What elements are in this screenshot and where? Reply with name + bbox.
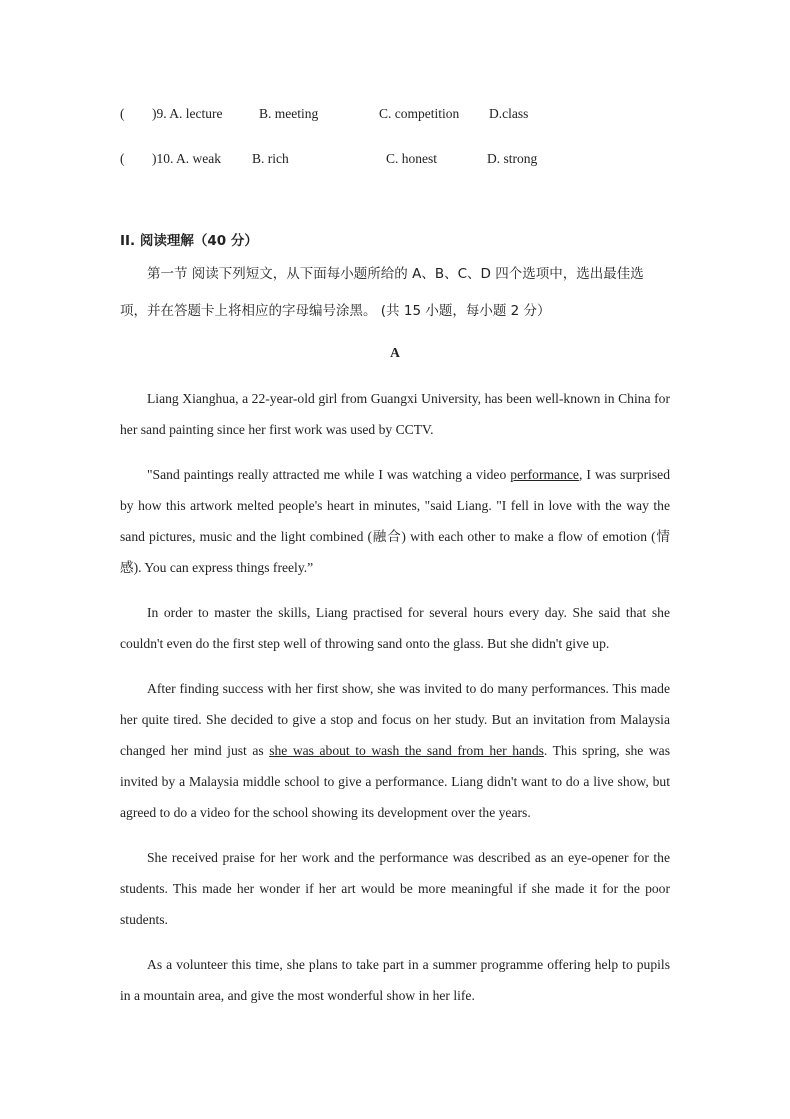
paragraph-2-text-a: "Sand paintings really attracted me while I was watching a video [147, 467, 511, 482]
paragraph-4-text-b: . This spring, she was invited by a Malaysia middle school to give a performance. Liang didn't want to do a live show, but agreed to do a video for the school showing its development over the years. [120, 743, 670, 820]
question-9-option-b: B. meeting [259, 106, 319, 121]
instruction-line-1 [120, 256, 670, 293]
passage-paragraph-6: As a volunteer this time, she plans to take part in a summer programme offering help to pupils in a mountain area, and give the most wonderful show in her life. [120, 957, 670, 1003]
passage-paragraph-1: Liang Xianghua, a 22-year-old girl from Guangxi University, has been well-known in China for her sand painting since her first work was used by CCTV. [120, 391, 670, 437]
underlined-sentence: she was about to wash the sand from her hands [269, 743, 544, 758]
question-9-option-d: D.class [489, 106, 529, 121]
passage-paragraph-2 [120, 459, 670, 583]
question-9-option-a: )9. A. lecture [152, 106, 223, 121]
question-9-paren: ( [120, 106, 125, 121]
section-instructions [120, 256, 670, 330]
instruction-line-1-text: 第一节 阅读下列短文，从下面每小题所给的 A、B、C、D 四个选项中，选出最佳选 [147, 266, 644, 282]
question-10-option-c: C. honest [386, 151, 438, 166]
instruction-line-2: 项，并在答题卡上将相应的字母编号涂黑。 (共 15 小题，每小题 2 分） [120, 303, 551, 319]
passage-paragraph-4 [120, 673, 670, 828]
passage-letter: A [390, 345, 400, 360]
section-title: II. 阅读理解（40 分） [120, 233, 258, 249]
paragraph-4-text-a: After finding success with her first show, she was invited to do many performances. This made her quite tired. She decided to give a stop and focus on her study. But an invitation from Malaysia changed her mind just as [120, 681, 670, 758]
question-10-option-d: D. strong [487, 151, 538, 166]
paragraph-2-text-b: , I was surprised by how this artwork melted people's heart in minutes, "said Liang. "I fell in love with the way the sand pictures, music and the light combined (融合) with each other to make a flow of emotion (情感). You can express things freely.” [120, 467, 670, 575]
question-9-option-c: C. competition [379, 106, 460, 121]
question-10-option-b: B. rich [252, 151, 289, 166]
passage-paragraph-5: She received praise for her work and the performance was described as an eye-opener for the students. This made her wonder if her art would be more meaningful if she made it for the poor students. [120, 850, 670, 927]
question-10-option-a: )10. A. weak [152, 151, 221, 166]
underlined-word-performance: performance [510, 467, 579, 482]
question-10-paren: ( [120, 151, 125, 166]
passage-paragraph-3: In order to master the skills, Liang practised for several hours every day. She said that she couldn't even do the first step well of throwing sand onto the glass. But she didn't give up. [120, 605, 670, 651]
